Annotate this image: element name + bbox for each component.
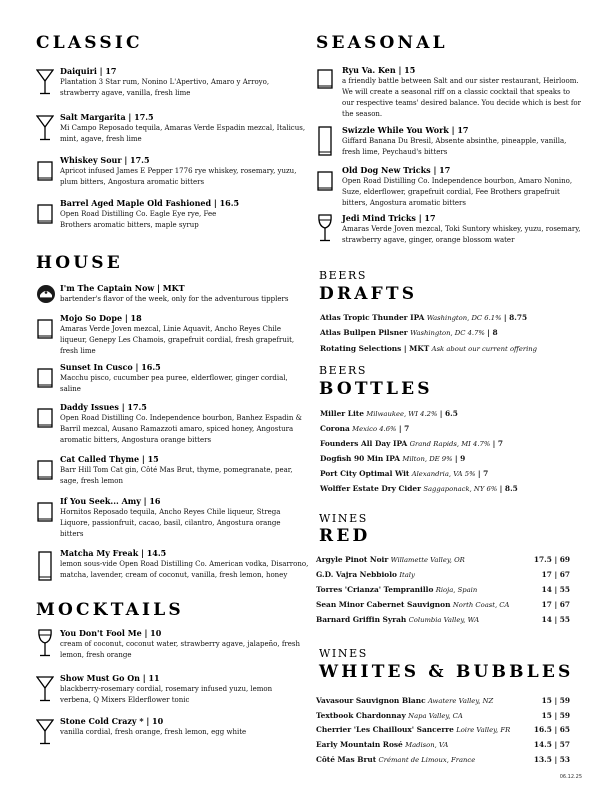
item-description: blackberry-rosemary cordial, rosemary infused yuzu, lemon verbena, Q Mixers Elderflower tonic: [60, 685, 273, 704]
wine-info: Columbia Valley, WA: [408, 616, 480, 624]
wine-name: Sean Minor Cabernet Sauvignon: [316, 600, 451, 609]
rocks-glass-icon: [36, 317, 54, 345]
beer-info: Washington, DC 6.1%: [426, 314, 502, 322]
item-name: Daddy Issues | 17.5: [60, 402, 147, 412]
item-description: Hornitos Reposado tequila, Ancho Reyes Chile liqueur, Strega Liquore, passionfruit, cacao, basil, cilantro, Angostura orange bitters: [60, 508, 281, 538]
item-description: vanilla cordial, fresh orange, fresh lemon, egg white: [60, 728, 247, 736]
wine-row: [316, 600, 509, 609]
wine-name: Côté Mas Brut: [316, 755, 377, 764]
wine-row: [316, 740, 448, 749]
beer-info: Alexandria, VA 5%: [411, 470, 476, 478]
rocks-glass-icon: [36, 159, 54, 187]
section-title-red: RED: [319, 526, 371, 546]
coupe-glass-icon: [36, 718, 54, 746]
wine-name: Cherrier 'Les Chailloux' Sancerre: [316, 725, 454, 734]
item-description: Apricot infused James E Pepper 1776 rye whiskey, rosemary, yuzu, plum bitters, Angostura aromatic bitters: [60, 167, 297, 186]
wine-row: [316, 615, 479, 624]
beer-price: | 8.75: [503, 313, 528, 322]
wine-name: Textbook Chardonnay: [316, 711, 406, 720]
beer-name: Atlas Tropic Thunder IPA: [320, 313, 425, 322]
wine-price: 17.5 | 69: [533, 555, 570, 564]
wine-price: 16.5 | 65: [533, 725, 570, 734]
beer-name: Rotating Selections | MKT: [320, 344, 430, 353]
menu-item-im-the-captain-now: [36, 283, 306, 307]
section-title-drafts: DRAFTS: [319, 284, 418, 304]
wine-info: Rioja, Spain: [435, 586, 478, 594]
wine-price: 15 | 59: [541, 696, 570, 705]
wine-info: Napa Valley, CA: [408, 712, 463, 720]
item-description: Amaras Verde Joven mezcal, Toki Suntory whiskey, yuzu, rosemary, strawberry agave, ginger, orange blossom water: [342, 225, 581, 244]
item-name: Show Must Go On | 11: [60, 673, 160, 683]
rocks-glass-icon: [36, 366, 54, 394]
beer-name: Wolffer Estate Dry Cider: [320, 484, 421, 493]
captain-hat-icon: [36, 284, 56, 304]
rocks-glass-icon: [36, 500, 54, 528]
wine-name: G.D. Vajra Nebbiolo: [316, 570, 397, 579]
wine-name: Barnard Griffin Syrah: [316, 615, 407, 624]
menu-item-you-dont-fool-me: [36, 628, 306, 662]
wine-price: 17 | 67: [541, 570, 570, 579]
wine-price: 15 | 59: [541, 711, 570, 720]
wine-info: Madison, VA: [405, 741, 449, 749]
beer-name: Atlas Bullpen Pilsner: [320, 328, 408, 337]
wine-name: Argyle Pinot Noir: [316, 555, 389, 564]
item-name: Mojo So Dope | 18: [60, 313, 142, 323]
item-name: Cat Called Thyme | 15: [60, 454, 159, 464]
item-name: Swizzle While You Work | 17: [342, 125, 469, 135]
item-description: Open Road Distilling Co. Eagle Eye rye, Fee Brothers aromatic bitters, maple syrup: [60, 210, 217, 229]
coupe-glass-icon: [36, 675, 54, 703]
menu-item-barrel-aged-old-fashioned: [36, 198, 306, 232]
wine-info: Italy: [399, 571, 415, 579]
beer-name: Port City Optimal Wit: [320, 469, 410, 478]
item-name: Whiskey Sour | 17.5: [60, 155, 150, 165]
wine-price: 17 | 67: [541, 600, 570, 609]
draft-row: [320, 313, 527, 322]
beer-info: Washington, DC 4.7%: [410, 329, 485, 337]
item-name: Stone Cold Crazy * | 10: [60, 716, 164, 726]
menu-item-sunset-in-cusco: [36, 362, 306, 396]
wine-glass-icon: [36, 628, 54, 656]
item-description: a friendly battle between Salt and our sister restaurant, Heirloom. We will create a seasonal riff on a classic cocktail that speaks to our respective teams' desired balance. You decide which is best for the season.: [342, 77, 581, 118]
section-title-classic: CLASSIC: [36, 33, 143, 53]
rocks-glass-icon: [316, 67, 334, 95]
beer-price: | 6.5: [439, 409, 458, 418]
wine-info: Awatere Valley, NZ: [427, 697, 494, 705]
section-title-mocktails: MOCKTAILS: [36, 600, 184, 620]
menu-item-stone-cold-crazy: [36, 716, 306, 746]
rocks-glass-icon: [36, 458, 54, 486]
item-description: cream of coconut, coconut water, strawberry agave, jalapeño, fresh lemon, fresh orange: [60, 640, 301, 659]
wine-price: 13.5 | 53: [533, 755, 570, 764]
beer-price: | 8: [487, 328, 498, 337]
item-name: Daiquiri | 17: [60, 66, 117, 76]
item-description: lemon sous-vide Open Road Distilling Co. American vodka, Disarrono, matcha, lavender, cream of coconut, vanilla, fresh lemon, honey: [60, 560, 309, 579]
item-description: Giffard Banana Du Bresil, Absente absinthe, pineapple, vanilla, fresh lime, Peychaud's bitters: [342, 137, 567, 156]
menu-item-salt-margarita: [36, 112, 306, 146]
menu-item-matcha-my-freak: [36, 548, 309, 594]
wine-info: North Coast, CA: [452, 601, 510, 609]
wine-info: Crémant de Limoux, France: [378, 756, 476, 764]
item-description: Plantation 3 Star rum, Nonino L'Apertivo, Amaro y Arroyo, strawberry agave, vanilla, fresh lime: [60, 78, 270, 97]
item-name: I'm The Captain Now | MKT: [60, 283, 185, 293]
rocks-glass-icon: [316, 169, 334, 197]
bottles-kicker: BEERS: [319, 364, 367, 377]
wine-row: [316, 570, 415, 579]
wine-row: [316, 711, 463, 720]
beer-info: Ask about our current offering: [431, 345, 538, 353]
menu-item-whiskey-sour: [36, 155, 306, 189]
highball-glass-icon: [36, 550, 54, 578]
beer-name: Corona: [320, 424, 350, 433]
rocks-glass-icon: [36, 202, 54, 230]
item-description: bartender's flavor of the week, only for the adventurous tipplers: [60, 295, 289, 303]
menu-item-daddy-issues: [36, 402, 306, 448]
beer-info: Milton, DE 9%: [402, 455, 453, 463]
wine-name: Vavasour Sauvignon Blanc: [316, 696, 426, 705]
whites-kicker: WINES: [319, 647, 368, 660]
coupe-glass-icon: [36, 68, 54, 96]
item-description: Mi Campo Reposado tequila, Amaras Verde Espadin mezcal, Italicus, mint, agave, fresh lime: [60, 124, 306, 143]
beer-price: | 8.5: [499, 484, 518, 493]
section-title-house: HOUSE: [36, 253, 123, 273]
beer-price: | 7: [477, 469, 489, 478]
beer-name: Founders All Day IPA: [320, 439, 408, 448]
menu-item-cat-called-thyme: [36, 454, 306, 488]
wine-price: 14 | 55: [541, 615, 570, 624]
beer-info: Saggaponack, NY 6%: [423, 485, 498, 493]
item-name: Jedi Mind Tricks | 17: [342, 213, 436, 223]
item-description: Barr Hill Tom Cat gin, Côté Mas Brut, thyme, pomegranate, pear, sage, fresh lemon: [60, 466, 293, 485]
red-kicker: WINES: [319, 512, 368, 525]
wine-price: 14 | 55: [541, 585, 570, 594]
beer-info: Grand Rapids, MI 4.7%: [409, 440, 491, 448]
item-name: You Don't Fool Me | 10: [60, 628, 162, 638]
beer-info: Mexico 4.6%: [352, 425, 397, 433]
wine-name: Torres 'Crianza' Tempranillo: [316, 585, 434, 594]
draft-row: [320, 344, 537, 353]
wine-row: [316, 696, 493, 705]
beer-price: | 9: [454, 454, 466, 463]
beer-name: Miller Lite: [320, 409, 364, 418]
item-name: Matcha My Freak | 14.5: [60, 548, 167, 558]
highball-glass-icon: [316, 125, 334, 153]
menu-item-swizzle-while-you-work: [316, 125, 578, 159]
wine-row: [316, 585, 477, 594]
menu-item-old-dog-new-tricks: [316, 165, 578, 211]
draft-row: [320, 328, 498, 337]
menu-item-ryu-va-ken: [316, 65, 581, 118]
wine-row: [316, 755, 475, 764]
wine-info: Willamette Valley, OR: [390, 556, 465, 564]
beer-price: | 7: [492, 439, 504, 448]
section-title-seasonal: SEASONAL: [316, 33, 448, 53]
wine-info: Loire Valley, FR: [456, 726, 511, 734]
section-title-whites-bubbles: WHITES & BUBBLES: [319, 662, 574, 682]
item-description: Macchu pisco, cucumber pea puree, elderflower, ginger cordial, saline: [60, 374, 288, 393]
item-description: Open Road Distilling Co. Independence bourbon, Amaro Nonino, Suze, elderflower, grapefruit cordial, Fee Brothers grapefruit bitters, Angostura aromatic bitters: [342, 177, 573, 207]
menu-item-mojo-so-dope: [36, 313, 306, 359]
item-description: Open Road Distilling Co. Independence bourbon, Banhez Espadin & Barril mezcal, Ausano Ramazzoti amaro, spiced honey, Angostura aromatic bitters, Angostura orange bitters: [60, 414, 302, 444]
beer-price: | 7: [398, 424, 410, 433]
bottle-row: [320, 439, 503, 448]
item-name: Salt Margarita | 17.5: [60, 112, 154, 122]
wine-price: 14.5 | 57: [533, 740, 570, 749]
item-name: If You Seek... Amy | 16: [60, 496, 161, 506]
item-description: Amaras Verde Joven mezcal, Linie Aquavit, Ancho Reyes Chile liqueur, Genepy Les Chamois, grapefruit cordial, fresh grapefruit, fresh lime: [60, 325, 295, 355]
wine-row: [316, 725, 510, 734]
rocks-glass-icon: [36, 406, 54, 434]
bottle-row: [320, 484, 518, 493]
menu-date: 06.12.25: [559, 774, 582, 780]
bottle-row: [320, 409, 458, 418]
section-title-bottles: BOTTLES: [319, 379, 433, 399]
item-name: Barrel Aged Maple Old Fashioned | 16.5: [60, 198, 240, 208]
coupe-glass-icon: [36, 114, 54, 142]
menu-item-daiquiri: [36, 66, 306, 100]
wine-name: Early Mountain Rosé: [316, 740, 403, 749]
beer-info: Milwaukee, WI 4.2%: [366, 410, 438, 418]
item-name: Ryu Va. Ken | 15: [342, 65, 416, 75]
item-name: Sunset In Cusco | 16.5: [60, 362, 161, 372]
beer-name: Dogfish 90 Min IPA: [320, 454, 400, 463]
bottle-row: [320, 469, 488, 478]
menu-item-show-must-go-on: [36, 673, 306, 707]
wine-glass-icon: [316, 213, 334, 241]
menu-item-jedi-mind-tricks: [316, 213, 581, 247]
item-name: Old Dog New Tricks | 17: [342, 165, 451, 175]
bottle-row: [320, 424, 409, 433]
menu-item-if-you-seek-amy: [36, 496, 306, 542]
wine-row: [316, 555, 465, 564]
drafts-kicker: BEERS: [319, 269, 367, 282]
bottle-row: [320, 454, 465, 463]
